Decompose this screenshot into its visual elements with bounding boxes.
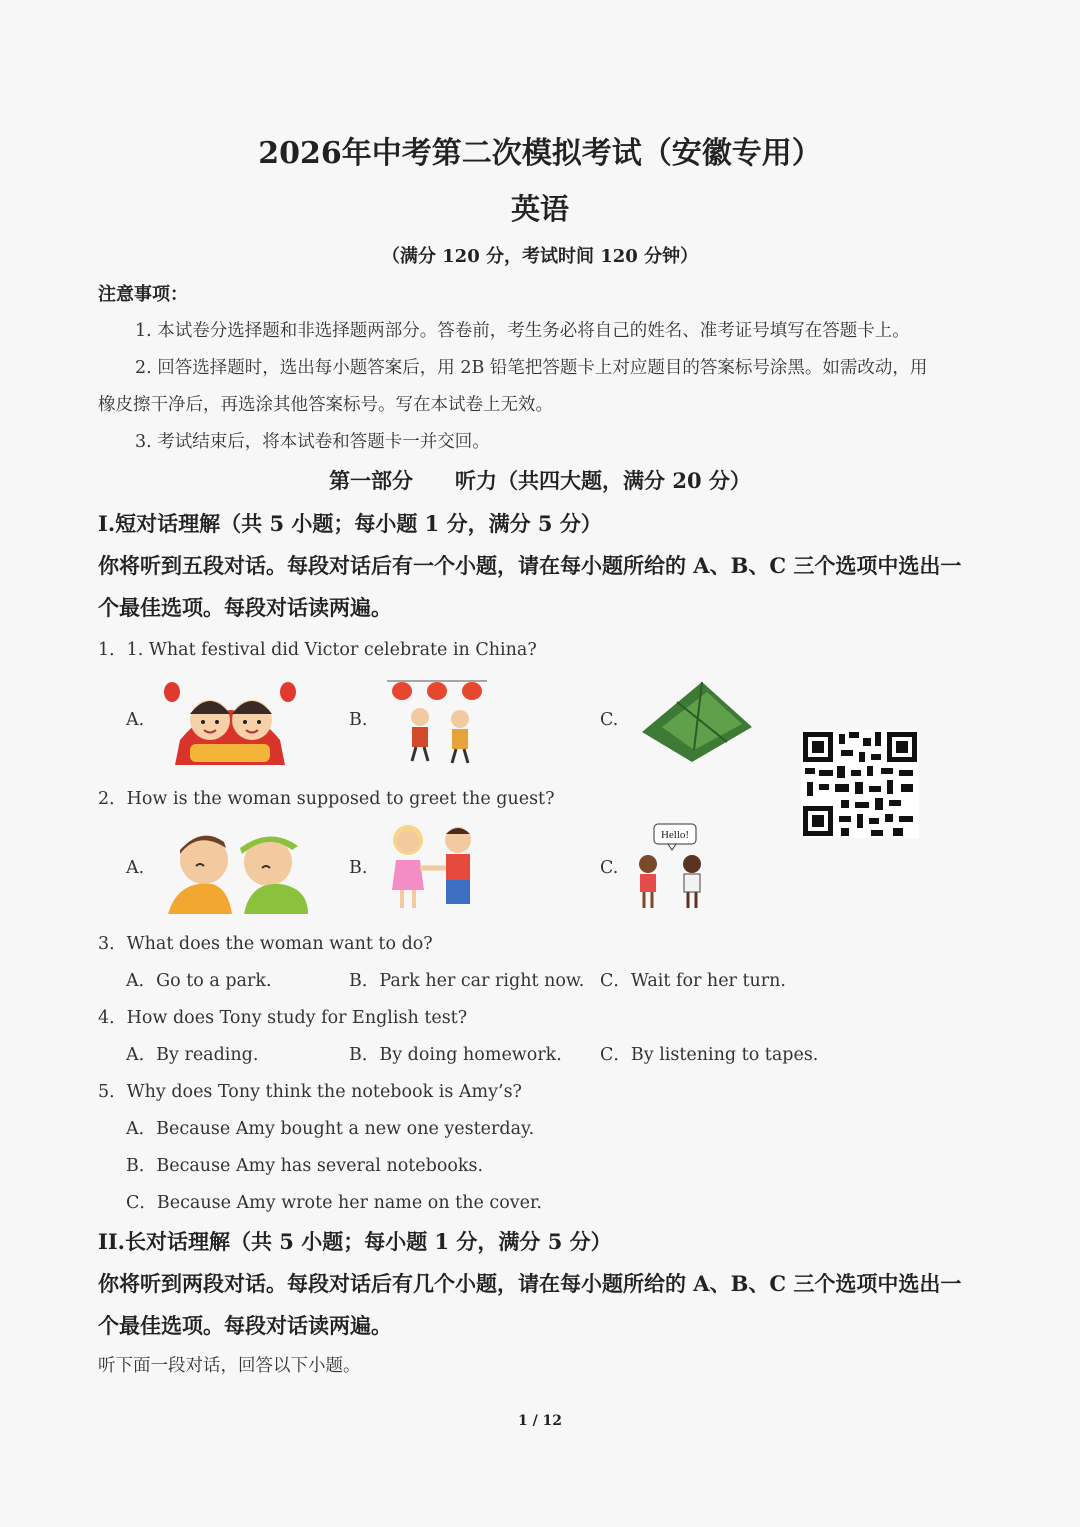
question-5: 5．Why does Tony think the notebook is Amy’s?: [98, 1082, 522, 1102]
q4-option-c: C．By listening to tapes.: [600, 1045, 819, 1065]
section1-heading: I.短对话理解（共 5 小题；每小题 1 分，满分 5 分）: [98, 511, 602, 536]
section2-heading: II.长对话理解（共 5 小题；每小题 1 分，满分 5 分）: [98, 1229, 612, 1254]
q3-option-b: B．Park her car right now.: [349, 971, 585, 991]
subject-title: 英语: [510, 192, 569, 226]
q1-option-b-label: B.: [349, 710, 368, 730]
q2-option-c-label: C.: [600, 858, 619, 878]
q1-option-c-label: C.: [600, 710, 619, 730]
notice-heading: 注意事项：: [98, 284, 188, 305]
bowing-boys-icon: [158, 822, 314, 914]
notice-item-1: 1. 本试卷分选择题和非选择题两部分。答卷前，考生务必将自己的姓名、准考证号填写在答题卡上。: [135, 321, 910, 341]
q3-option-a: A．Go to a park.: [126, 971, 272, 991]
notice-item-2-line-1: 2. 回答选择题时，选出每小题答案后，用 2B 铅笔把答题卡上对应题目的答案标号涂黑。如需改动，用: [135, 358, 928, 378]
notice-item-2-line-2: 橡皮擦干净后，再选涂其他答案标号。写在本试卷上无效。: [98, 395, 553, 415]
question-3: 3．What does the woman want to do?: [98, 934, 433, 954]
q5-option-b: B．Because Amy has several notebooks.: [126, 1156, 484, 1176]
question-1: 1．1. What festival did Victor celebrate in China?: [98, 640, 537, 660]
section1-instruction-2: 个最佳选项。每段对话读两遍。: [98, 595, 392, 620]
q5-option-a: A．Because Amy bought a new one yesterday.: [126, 1119, 535, 1139]
section1-instruction-1: 你将听到五段对话。每段对话后有一个小题，请在每小题所给的 A、B、C 三个选项中选出一: [98, 553, 962, 578]
hello-speech-bubble: Hello!: [660, 829, 690, 841]
q2-option-b-label: B.: [349, 858, 368, 878]
section2-instruction-1: 你将听到两段对话。每段对话后有几个小题，请在每小题所给的 A、B、C 三个选项中选出一: [98, 1271, 962, 1296]
qr-code-icon: [801, 730, 919, 838]
question-4: 4．How does Tony study for English test?: [98, 1008, 468, 1028]
notice-item-3: 3. 考试结束后，将本试卷和答题卡一并交回。: [135, 432, 490, 452]
question-2: 2．How is the woman supposed to greet the guest?: [98, 789, 555, 809]
q5-option-c: C．Because Amy wrote her name on the cover.: [126, 1193, 542, 1213]
waving-girls-icon: [628, 822, 724, 914]
lantern-festival-kids-icon: [382, 675, 492, 765]
section2-listen-note: 听下面一段对话，回答以下小题。: [98, 1356, 361, 1376]
q3-option-c: C．Wait for her turn.: [600, 971, 786, 991]
part1-heading: 第一部分 听力（共四大题，满分 20 分）: [329, 468, 751, 493]
zongzi-icon: [632, 672, 762, 768]
page-number: 1 / 12: [517, 1413, 563, 1429]
q1-option-a-label: A.: [126, 710, 145, 730]
section2-instruction-2: 个最佳选项。每段对话读两遍。: [98, 1313, 392, 1338]
q4-option-b: B．By doing homework.: [349, 1045, 562, 1065]
score-info: （满分 120 分，考试时间 120 分钟）: [381, 246, 699, 267]
exam-title: 2026年中考第二次模拟考试（安徽专用）: [258, 136, 822, 171]
spring-festival-children-icon: [160, 670, 300, 770]
q4-option-a: A．By reading.: [126, 1045, 259, 1065]
q2-option-a-label: A.: [126, 858, 145, 878]
handshake-kids-icon: [384, 820, 484, 914]
